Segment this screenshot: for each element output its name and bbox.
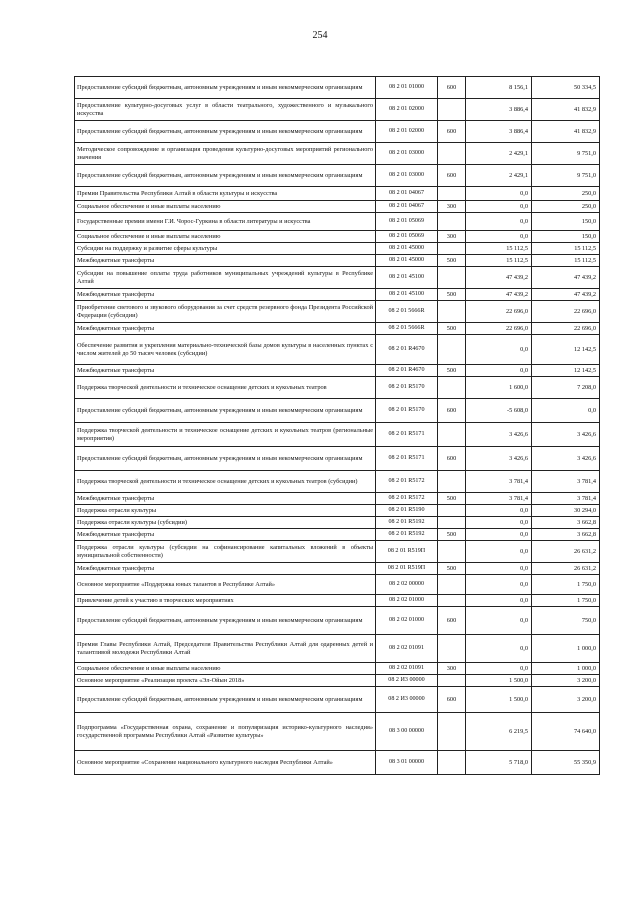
table-row xyxy=(75,675,600,687)
table-row xyxy=(75,99,600,121)
row-name-cell: Межбюджетные трансферты xyxy=(75,529,376,541)
row-code-cell: 08 2 01 R5192 xyxy=(376,517,438,529)
row-amount-total-cell: 150,0 xyxy=(532,231,600,243)
row-amount-total-cell: 150,0 xyxy=(532,213,600,231)
row-code-cell: 08 2 01 R519П xyxy=(376,563,438,575)
row-code-cell: 08 2 01 03000 xyxy=(376,143,438,165)
table-row xyxy=(75,529,600,541)
row-amount-change-cell: 8 156,1 xyxy=(466,77,532,99)
row-expense-type-cell xyxy=(438,517,466,529)
row-name-cell: Субсидии на поддержку и развитие сферы культуры xyxy=(75,243,376,255)
row-name-cell: Методическое сопровождение и организация проведения культурно-досуговых мероприятий регионального значения xyxy=(75,143,376,165)
row-name-cell: Межбюджетные трансферты xyxy=(75,365,376,377)
row-code-cell: 08 2 02 01000 xyxy=(376,595,438,607)
row-amount-total-cell: 22 696,0 xyxy=(532,323,600,335)
row-name-cell: Обеспечение развития и укрепления материально-технической базы домов культуры в населенных пунктах с числом жителей до 50 тысяч человек (субсидии) xyxy=(75,335,376,365)
row-amount-total-cell: 12 142,5 xyxy=(532,335,600,365)
row-name-cell: Предоставление субсидий бюджетным, автономным учреждениям и иным некоммерческим организациям xyxy=(75,447,376,471)
row-amount-change-cell: 22 696,0 xyxy=(466,301,532,323)
row-amount-change-cell: 0,0 xyxy=(466,505,532,517)
row-name-cell: Государственные премии имени Г.И. Чорос-Гуркина в области литературы и искусства xyxy=(75,213,376,231)
row-name-cell: Основное мероприятие «Реализация проекта «Эл-Ойын 2018» xyxy=(75,675,376,687)
row-name-cell: Премия Главы Республики Алтай, Председателя Правительства Республики Алтай для одаренных детей и талантливой молодежи Республики Алтай xyxy=(75,635,376,663)
row-amount-change-cell: 0,0 xyxy=(466,575,532,595)
row-amount-change-cell: 3 886,4 xyxy=(466,121,532,143)
table-row xyxy=(75,595,600,607)
row-name-cell: Поддержка отрасли культуры (субсидии) xyxy=(75,517,376,529)
row-name-cell: Подпрограмма «Государственная охрана, сохранение и популяризация историко-культурного наследия» государственной программы Республики Алтай «Развитие культуры» xyxy=(75,713,376,751)
table-row xyxy=(75,607,600,635)
row-expense-type-cell xyxy=(438,471,466,493)
table-row xyxy=(75,255,600,267)
row-amount-change-cell: 3 426,6 xyxy=(466,423,532,447)
row-code-cell: 08 2 02 00000 xyxy=(376,575,438,595)
row-amount-change-cell: 1 500,0 xyxy=(466,687,532,713)
row-code-cell: 08 2 01 45000 xyxy=(376,255,438,267)
row-code-cell: 08 2 01 R4670 xyxy=(376,335,438,365)
table-body xyxy=(75,77,600,775)
table-row xyxy=(75,493,600,505)
row-expense-type-cell: 500 xyxy=(438,323,466,335)
row-amount-change-cell: 0,0 xyxy=(466,595,532,607)
row-amount-total-cell: 26 631,2 xyxy=(532,541,600,563)
table-row xyxy=(75,563,600,575)
table-row xyxy=(75,165,600,187)
row-code-cell: 08 2 01 02000 xyxy=(376,121,438,143)
row-expense-type-cell: 600 xyxy=(438,165,466,187)
table-row xyxy=(75,289,600,301)
row-expense-type-cell xyxy=(438,635,466,663)
row-expense-type-cell: 600 xyxy=(438,121,466,143)
row-code-cell: 08 2 01 01000 xyxy=(376,77,438,99)
row-code-cell: 08 2 01 45100 xyxy=(376,267,438,289)
row-amount-total-cell: 3 781,4 xyxy=(532,471,600,493)
row-name-cell: Субсидии на повышение оплаты труда работников муниципальных учреждений культуры в Республике Алтай xyxy=(75,267,376,289)
row-amount-change-cell: 0,0 xyxy=(466,529,532,541)
row-amount-total-cell: 15 112,5 xyxy=(532,255,600,267)
table-row xyxy=(75,301,600,323)
row-code-cell: 08 2 01 45000 xyxy=(376,243,438,255)
row-expense-type-cell xyxy=(438,751,466,775)
row-amount-change-cell: 0,0 xyxy=(466,201,532,213)
row-name-cell: Предоставление культурно-досуговых услуг в области театрального, художественного и музыкального искусства xyxy=(75,99,376,121)
table-row xyxy=(75,201,600,213)
table-row xyxy=(75,447,600,471)
row-expense-type-cell: 500 xyxy=(438,493,466,505)
row-name-cell: Основное мероприятие «Поддержка юных талантов в Республике Алтай» xyxy=(75,575,376,595)
row-amount-total-cell: 50 334,5 xyxy=(532,77,600,99)
row-amount-total-cell: 9 751,0 xyxy=(532,143,600,165)
row-code-cell: 08 2 01 R5170 xyxy=(376,399,438,423)
row-code-cell: 08 2 01 R5170 xyxy=(376,377,438,399)
row-name-cell: Поддержка творческой деятельности и техническое оснащение детских и кукольных театров xyxy=(75,377,376,399)
row-expense-type-cell xyxy=(438,377,466,399)
table-row xyxy=(75,187,600,201)
row-code-cell: 08 2 01 04067 xyxy=(376,187,438,201)
row-name-cell: Социальное обеспечение и иные выплаты населению xyxy=(75,231,376,243)
row-expense-type-cell xyxy=(438,505,466,517)
row-amount-total-cell: 750,0 xyxy=(532,607,600,635)
table-row xyxy=(75,575,600,595)
row-name-cell: Предоставление субсидий бюджетным, автономным учреждениям и иным некоммерческим организациям xyxy=(75,687,376,713)
row-expense-type-cell: 500 xyxy=(438,365,466,377)
row-amount-total-cell: 1 000,0 xyxy=(532,663,600,675)
table-row xyxy=(75,471,600,493)
row-amount-change-cell: 3 886,4 xyxy=(466,99,532,121)
row-amount-change-cell: 47 439,2 xyxy=(466,267,532,289)
row-name-cell: Межбюджетные трансферты xyxy=(75,255,376,267)
row-code-cell: 08 2 01 R5171 xyxy=(376,447,438,471)
row-expense-type-cell xyxy=(438,213,466,231)
row-name-cell: Поддержка отрасли культуры (субсидии на софинансирование капитальных вложений в объекты муниципальной собственности) xyxy=(75,541,376,563)
table-row xyxy=(75,517,600,529)
row-name-cell: Предоставление субсидий бюджетным, автономным учреждениям и иным некоммерческим организациям xyxy=(75,121,376,143)
row-amount-total-cell: 1 750,0 xyxy=(532,575,600,595)
row-amount-total-cell: 41 832,9 xyxy=(532,121,600,143)
row-amount-change-cell: 47 439,2 xyxy=(466,289,532,301)
row-name-cell: Социальное обеспечение и иные выплаты населению xyxy=(75,663,376,675)
table-row xyxy=(75,663,600,675)
row-code-cell: 08 2 01 R5171 xyxy=(376,423,438,447)
row-code-cell: 08 2 01 03000 xyxy=(376,165,438,187)
row-amount-change-cell: 1 500,0 xyxy=(466,675,532,687)
row-amount-total-cell: 3 200,0 xyxy=(532,687,600,713)
row-expense-type-cell: 600 xyxy=(438,399,466,423)
row-amount-total-cell: 1 000,0 xyxy=(532,635,600,663)
row-name-cell: Предоставление субсидий бюджетным, автономным учреждениям и иным некоммерческим организациям xyxy=(75,165,376,187)
page-number: 254 xyxy=(312,30,328,41)
row-code-cell: 08 3 01 00000 xyxy=(376,751,438,775)
table-row xyxy=(75,423,600,447)
row-name-cell: Социальное обеспечение и иные выплаты населению xyxy=(75,201,376,213)
row-amount-change-cell: 5 718,0 xyxy=(466,751,532,775)
row-expense-type-cell: 600 xyxy=(438,607,466,635)
row-code-cell: 08 2 01 R5192 xyxy=(376,529,438,541)
table-row xyxy=(75,243,600,255)
row-code-cell: 08 2 02 01091 xyxy=(376,635,438,663)
row-amount-change-cell: 3 781,4 xyxy=(466,471,532,493)
row-name-cell: Поддержка отрасли культуры xyxy=(75,505,376,517)
row-name-cell: Предоставление субсидий бюджетным, автономным учреждениям и иным некоммерческим организациям xyxy=(75,399,376,423)
row-name-cell: Поддержка творческой деятельности и техническое оснащение детских и кукольных театров (региональные мероприятия) xyxy=(75,423,376,447)
row-amount-change-cell: 0,0 xyxy=(466,517,532,529)
row-amount-total-cell: 30 294,0 xyxy=(532,505,600,517)
table-row xyxy=(75,399,600,423)
table-row xyxy=(75,635,600,663)
row-expense-type-cell: 600 xyxy=(438,687,466,713)
row-amount-total-cell: 9 751,0 xyxy=(532,165,600,187)
row-amount-change-cell: 0,0 xyxy=(466,365,532,377)
row-name-cell: Основное мероприятие «Сохранение национального культурного наследия Республики Алтай» xyxy=(75,751,376,775)
row-name-cell: Межбюджетные трансферты xyxy=(75,563,376,575)
row-code-cell: 08 2 01 05069 xyxy=(376,213,438,231)
row-amount-total-cell: 74 640,0 xyxy=(532,713,600,751)
row-amount-total-cell: 26 631,2 xyxy=(532,563,600,575)
row-code-cell: 08 2 01 R5172 xyxy=(376,493,438,505)
row-expense-type-cell xyxy=(438,301,466,323)
row-expense-type-cell: 600 xyxy=(438,447,466,471)
row-expense-type-cell: 300 xyxy=(438,231,466,243)
row-code-cell: 08 2 И3 00000 xyxy=(376,687,438,713)
table-row xyxy=(75,541,600,563)
budget-table xyxy=(74,76,600,775)
row-amount-change-cell: 0,0 xyxy=(466,607,532,635)
row-amount-total-cell: 47 439,2 xyxy=(532,289,600,301)
row-code-cell: 08 2 02 01000 xyxy=(376,607,438,635)
row-amount-change-cell: 3 781,4 xyxy=(466,493,532,505)
row-amount-change-cell: 0,0 xyxy=(466,541,532,563)
row-code-cell: 08 2 02 01091 xyxy=(376,663,438,675)
row-amount-total-cell: 3 781,4 xyxy=(532,493,600,505)
row-expense-type-cell xyxy=(438,575,466,595)
row-amount-change-cell: -5 608,0 xyxy=(466,399,532,423)
row-amount-total-cell: 1 750,0 xyxy=(532,595,600,607)
row-expense-type-cell xyxy=(438,243,466,255)
row-code-cell: 08 2 01 45100 xyxy=(376,289,438,301)
table-row xyxy=(75,143,600,165)
row-amount-change-cell: 0,0 xyxy=(466,231,532,243)
row-name-cell: Предоставление субсидий бюджетным, автономным учреждениям и иным некоммерческим организациям xyxy=(75,77,376,99)
row-amount-change-cell: 15 112,5 xyxy=(466,243,532,255)
row-amount-total-cell: 0,0 xyxy=(532,399,600,423)
row-expense-type-cell xyxy=(438,541,466,563)
row-expense-type-cell xyxy=(438,99,466,121)
row-expense-type-cell xyxy=(438,335,466,365)
row-amount-total-cell: 15 112,5 xyxy=(532,243,600,255)
table-row xyxy=(75,365,600,377)
row-expense-type-cell: 300 xyxy=(438,201,466,213)
row-expense-type-cell: 600 xyxy=(438,77,466,99)
table-row xyxy=(75,231,600,243)
row-amount-change-cell: 6 219,5 xyxy=(466,713,532,751)
row-code-cell: 08 2 И3 00000 xyxy=(376,675,438,687)
row-expense-type-cell xyxy=(438,143,466,165)
row-amount-total-cell: 3 426,6 xyxy=(532,423,600,447)
row-amount-change-cell: 0,0 xyxy=(466,213,532,231)
table-row xyxy=(75,751,600,775)
row-expense-type-cell: 500 xyxy=(438,289,466,301)
table-row xyxy=(75,323,600,335)
row-name-cell: Межбюджетные трансферты xyxy=(75,493,376,505)
row-expense-type-cell xyxy=(438,713,466,751)
row-amount-change-cell: 15 112,5 xyxy=(466,255,532,267)
row-expense-type-cell xyxy=(438,267,466,289)
row-amount-total-cell: 55 350,9 xyxy=(532,751,600,775)
row-expense-type-cell: 300 xyxy=(438,663,466,675)
row-amount-change-cell: 0,0 xyxy=(466,563,532,575)
row-code-cell: 08 2 01 R519П xyxy=(376,541,438,563)
row-amount-change-cell: 2 429,1 xyxy=(466,143,532,165)
row-amount-total-cell: 7 208,0 xyxy=(532,377,600,399)
table-row xyxy=(75,213,600,231)
row-amount-total-cell: 3 662,8 xyxy=(532,517,600,529)
row-amount-change-cell: 2 429,1 xyxy=(466,165,532,187)
row-expense-type-cell xyxy=(438,187,466,201)
row-amount-change-cell: 0,0 xyxy=(466,335,532,365)
row-expense-type-cell xyxy=(438,675,466,687)
row-amount-total-cell: 3 662,8 xyxy=(532,529,600,541)
row-code-cell: 08 2 01 R4670 xyxy=(376,365,438,377)
row-amount-change-cell: 1 600,0 xyxy=(466,377,532,399)
row-name-cell: Привлечение детей к участию в творческих мероприятиях xyxy=(75,595,376,607)
row-amount-change-cell: 3 426,6 xyxy=(466,447,532,471)
row-expense-type-cell: 500 xyxy=(438,255,466,267)
table-row xyxy=(75,335,600,365)
row-amount-total-cell: 41 832,9 xyxy=(532,99,600,121)
row-amount-change-cell: 22 696,0 xyxy=(466,323,532,335)
row-amount-change-cell: 0,0 xyxy=(466,663,532,675)
row-code-cell: 08 2 01 05069 xyxy=(376,231,438,243)
row-code-cell: 08 2 01 R5172 xyxy=(376,471,438,493)
row-code-cell: 08 2 01 5666R xyxy=(376,323,438,335)
table-row xyxy=(75,267,600,289)
table-row xyxy=(75,687,600,713)
row-amount-total-cell: 3 200,0 xyxy=(532,675,600,687)
row-amount-total-cell: 250,0 xyxy=(532,201,600,213)
table-row xyxy=(75,713,600,751)
table-row xyxy=(75,505,600,517)
row-name-cell: Межбюджетные трансферты xyxy=(75,289,376,301)
row-amount-total-cell: 22 696,0 xyxy=(532,301,600,323)
row-amount-total-cell: 250,0 xyxy=(532,187,600,201)
row-code-cell: 08 3 00 00000 xyxy=(376,713,438,751)
row-amount-change-cell: 0,0 xyxy=(466,187,532,201)
row-name-cell: Межбюджетные трансферты xyxy=(75,323,376,335)
row-expense-type-cell: 500 xyxy=(438,563,466,575)
row-amount-change-cell: 0,0 xyxy=(466,635,532,663)
table-row xyxy=(75,377,600,399)
row-code-cell: 08 2 01 5666R xyxy=(376,301,438,323)
row-code-cell: 08 2 01 R5190 xyxy=(376,505,438,517)
row-name-cell: Предоставление субсидий бюджетным, автономным учреждениям и иным некоммерческим организациям xyxy=(75,607,376,635)
row-name-cell: Поддержка творческой деятельности и техническое оснащение детских и кукольных театров (субсидии) xyxy=(75,471,376,493)
row-name-cell: Приобретение светового и звукового оборудования за счет средств резервного фонда Президента Российской Федерации (субсидии) xyxy=(75,301,376,323)
table-row xyxy=(75,77,600,99)
table-row xyxy=(75,121,600,143)
row-code-cell: 08 2 01 02000 xyxy=(376,99,438,121)
row-amount-total-cell: 3 426,6 xyxy=(532,447,600,471)
row-name-cell: Премии Правительства Республики Алтай в области культуры и искусства xyxy=(75,187,376,201)
row-amount-total-cell: 12 142,5 xyxy=(532,365,600,377)
row-amount-total-cell: 47 439,2 xyxy=(532,267,600,289)
row-expense-type-cell xyxy=(438,423,466,447)
row-code-cell: 08 2 01 04067 xyxy=(376,201,438,213)
row-expense-type-cell xyxy=(438,595,466,607)
row-expense-type-cell: 500 xyxy=(438,529,466,541)
